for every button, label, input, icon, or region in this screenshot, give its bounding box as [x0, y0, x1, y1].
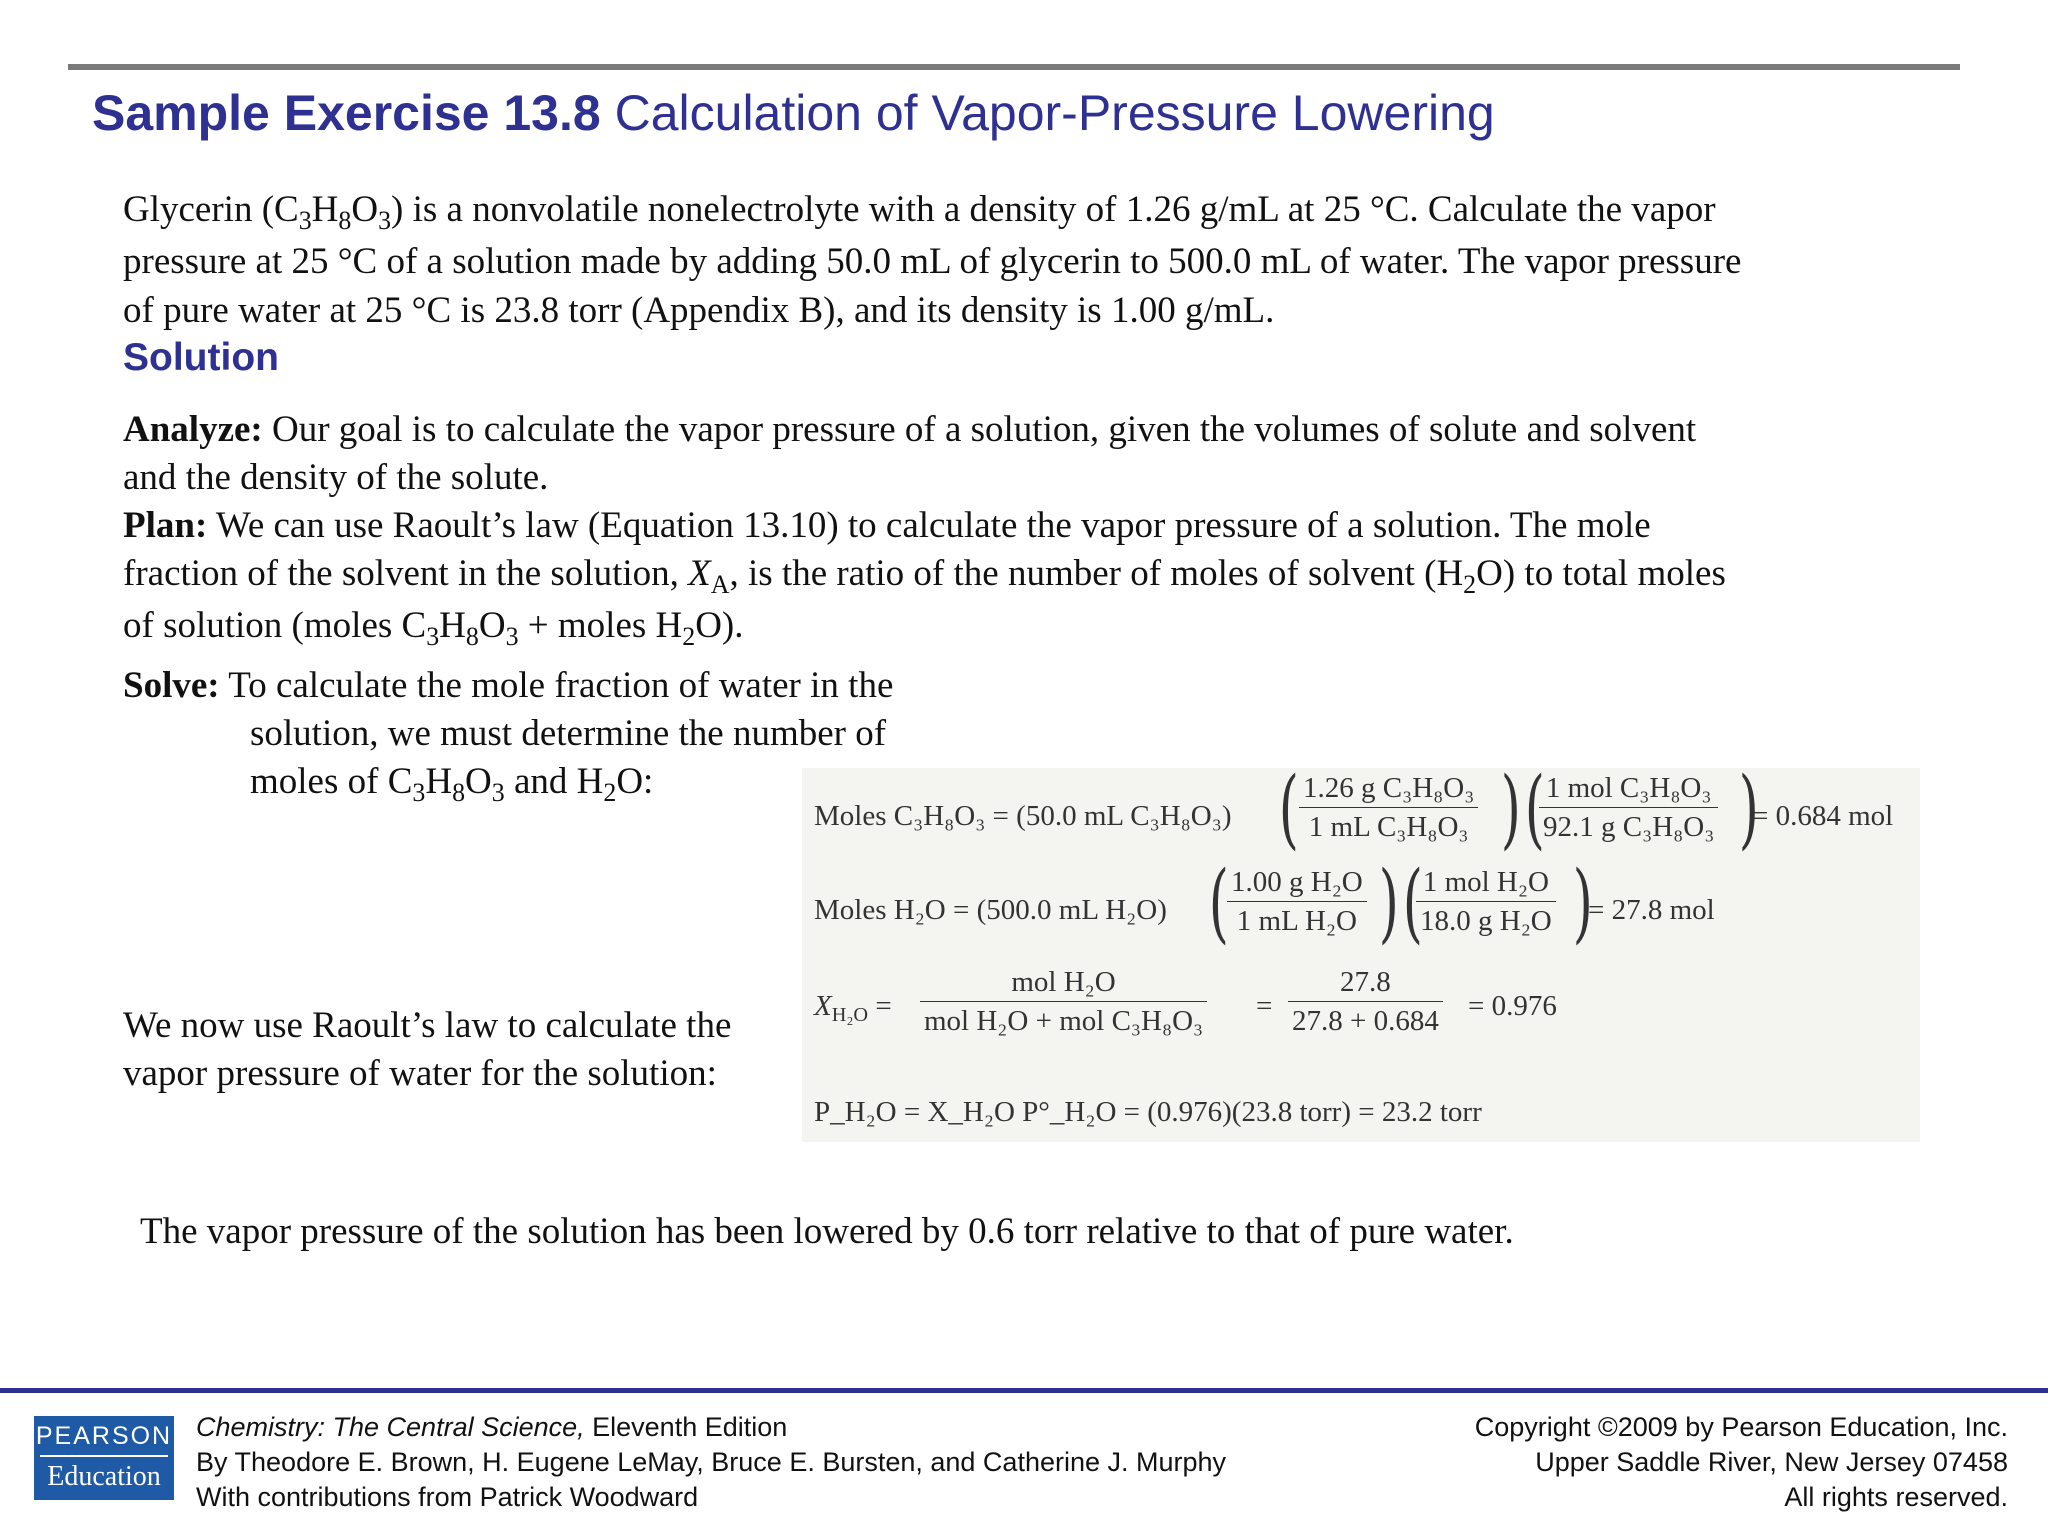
eq4-raoult-law: P_H₂O = X_H₂O P°_H₂O = (0.976)(23.8 torr) = 23.2 torr [814, 1096, 1482, 1128]
eq1-fraction-density: $\frac{\text{1.26 g C₃H₈O₃}}{\text{1 mL C₃H₈O₃}}$ [1299, 772, 1478, 844]
eq2-label: Moles H₂O = (500.0 mL H₂O) [814, 894, 1167, 926]
eq3-label: $X_{H_2O}$ = [814, 990, 892, 1027]
raoult-line-1: We now use Raoult’s law to calculate the [123, 1005, 732, 1046]
analyze-line-1: Analyze: Our goal is to calculate the vapor pressure of a solution, given the volumes of solute and solvent [123, 409, 1697, 450]
title-topic: Calculation of Vapor-Pressure Lowering [614, 85, 1495, 141]
problem-line-3: of pure water at 25 °C is 23.8 torr (Appendix B), and its density is 1.00 g/mL. [123, 290, 1275, 331]
eq3-fraction-symbolic: mol H₂O mol H₂O + mol C₃H₈O₃ [920, 966, 1207, 1038]
eq1-paren-open-2: ( [1524, 759, 1545, 859]
eq1-paren-close-1: ) [1500, 759, 1521, 859]
title-exercise-number: Sample Exercise 13.8 [92, 85, 601, 141]
footer-authors: By Theodore E. Brown, H. Eugene LeMay, Bruce E. Bursten, and Catherine J. Murphy [196, 1447, 1227, 1477]
slide-title [92, 84, 1495, 142]
pearson-logo: PEARSON Education [34, 1416, 174, 1500]
plan-line-3: of solution (moles $C_3H_8O_3$ + moles $H_2O$). [123, 605, 744, 651]
footer-copyright [1475, 1410, 2008, 1515]
footer-address: Upper Saddle River, New Jersey 07458 [1535, 1447, 2008, 1477]
plan-line-1: Plan: We can use Raoult’s law (Equation 13.10) to calculate the vapor pressure of a solution. The mole [123, 505, 1651, 546]
eq2-paren-open-1: ( [1208, 853, 1229, 953]
eq1-label: Moles C₃H₈O₃ = (50.0 mL C₃H₈O₃) [814, 800, 1232, 832]
footer-contributions: With contributions from Patrick Woodward [196, 1482, 699, 1512]
problem-line-1: Glycerin $(C_3H_8O_3)$ is a nonvolatile nonelectrolyte with a density of 1.26 g/mL at 25 °C. Calculate the vapor [123, 189, 1716, 235]
raoult-line-2: vapor pressure of water for the solution: [123, 1053, 717, 1094]
analyze-line-2: and the density of the solute. [123, 457, 549, 498]
eq2-paren-close-1: ) [1378, 853, 1399, 953]
eq2-result: = 27.8 mol [1588, 894, 1715, 926]
solve-line-1: Solve: To calculate the mole fraction of water in the [123, 665, 894, 706]
eq1-paren-close-2: ) [1738, 759, 1759, 859]
equation-panel [802, 759, 1920, 1142]
eq2-paren-open-2: ( [1402, 853, 1423, 953]
eq1-fraction-molar-mass: 1 mol C₃H₈O₃ 92.1 g C₃H₈O₃ [1539, 772, 1718, 844]
solution-heading: Solution [123, 336, 279, 379]
eq3-equals: = [1256, 990, 1273, 1022]
footer-citation [196, 1410, 1226, 1515]
conclusion-text: The vapor pressure of the solution has been lowered by 0.6 torr relative to that of pure water. [140, 1211, 1514, 1252]
solve-line-3: moles of $C_3H_8O_3$ and $H_2O$: [250, 761, 654, 807]
eq1-paren-open-1: ( [1278, 759, 1299, 859]
eq2-fraction-molar-mass: 1 mol H₂O 18.0 g H₂O [1416, 866, 1556, 938]
bottom-rule [0, 1388, 2048, 1393]
eq2-paren-close-2: ) [1572, 853, 1593, 953]
eq3-fraction-numeric: $\frac{27.8}{27.8 + 0.684}$ [1288, 966, 1443, 1038]
eq1-result: = 0.684 mol [1752, 800, 1894, 832]
footer-copyright-line: Copyright ©2009 by Pearson Education, Inc. [1474, 1412, 2008, 1442]
plan-line-2: fraction of the solvent in the solution, $X_A$, is the ratio of the number of moles of solvent $(H_2O)$ to total moles [123, 553, 1726, 599]
eq2-fraction-density: $\frac{\text{1.00 g H₂O}}{\text{1 mL H₂O}}$ [1227, 866, 1367, 938]
solve-line-2: solution, we must determine the number of [250, 713, 887, 754]
footer-rights: All rights reserved. [1784, 1482, 2008, 1512]
footer-book-line: Chemistry: The Central Science, Eleventh Edition [196, 1412, 788, 1442]
eq3-result: = 0.976 [1468, 990, 1557, 1022]
top-rule [68, 64, 1960, 70]
problem-line-2: pressure at 25 °C of a solution made by adding 50.0 mL of glycerin to 500.0 mL of water. The vapor pressure [123, 241, 1742, 282]
